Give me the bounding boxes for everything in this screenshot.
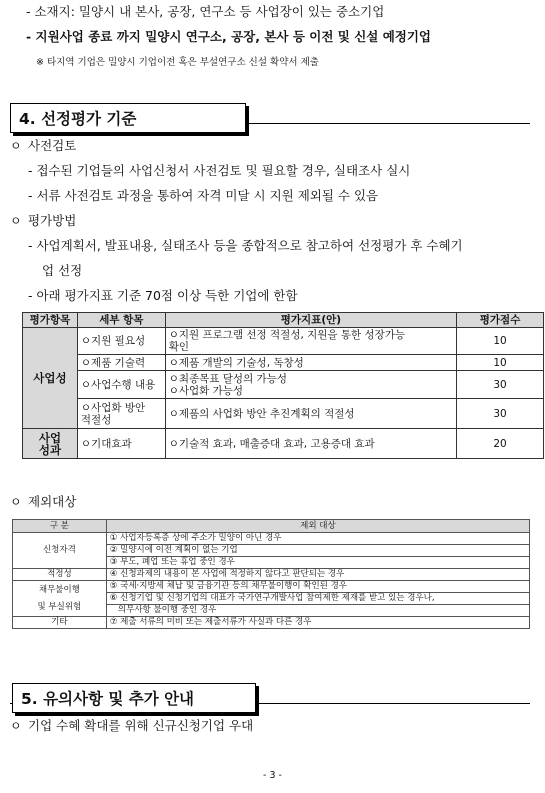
location-requirement: - 소재지: 밀양시 내 본사, 공장, 연구소 등 사업장이 있는 중소기업 — [26, 4, 385, 19]
score: 20 — [457, 429, 544, 459]
section-4-heading: 4. 선정평가 기준 — [10, 103, 246, 133]
relocation-requirement: - 지원사업 종료 까지 밀양시 연구소, 공장, 본사 등 이전 및 신설 예정기업 — [26, 29, 432, 44]
sub-item: ㅇ사업수행 내용 — [77, 371, 165, 399]
indicator: ㅇ기술적 효과, 매출증대 효과, 고용증대 효과 — [165, 429, 456, 459]
indicator: ㅇ제품 개발의 기술성, 독창성 — [165, 355, 456, 371]
sub-item: ㅇ기대효과 — [77, 429, 165, 459]
sub-item: ㅇ사업화 방안 적절성 — [77, 399, 165, 429]
exclusion-item: ① 사업자등록증 상에 주소가 밀양이 아닌 경우 — [106, 533, 529, 545]
header-eval-item: 평가항목 — [23, 313, 78, 328]
indicator: ㅇ지원 프로그램 선정 적절성, 지원을 통한 성장가능 확인 — [165, 328, 456, 355]
table-row — [13, 617, 530, 629]
table-row — [23, 399, 544, 429]
table-row — [13, 581, 530, 593]
score: 10 — [457, 355, 544, 371]
note-other-region: ※ 타지역 기업은 밀양시 기업이전 혹은 부설연구소 신설 확약서 제출 — [36, 57, 319, 68]
exclusion-item: ⑤ 국세·지방세 체납 및 금융기관 등의 채무불이행이 확인된 경우 — [106, 581, 529, 593]
exclusion-item: ② 밀양시에 이전 계획이 없는 기업 — [106, 545, 529, 557]
indicator: ㅇ최종목표 달성의 가능성 ㅇ사업화 가능성 — [165, 371, 456, 399]
category-business: 사업성 — [23, 328, 78, 429]
category-default-risk — [13, 581, 107, 617]
section-5-item: 기업 수혜 확대를 위해 신규신청기업 우대 — [28, 718, 254, 733]
category-effect: 사업 성과 — [23, 429, 78, 459]
method-item: - 사업계획서, 발표내용, 실태조사 등을 종합적으로 참고하여 선정평가 후 수혜기 — [28, 238, 463, 253]
method-title: 평가방법 — [28, 213, 77, 228]
score: 10 — [457, 328, 544, 355]
exclusion-item: 의무사항 불이행 중인 경우 — [106, 605, 529, 617]
indicator: ㅇ제품의 사업화 방안 추진계획의 적절성 — [165, 399, 456, 429]
exclusion-title: 제외대상 — [28, 494, 77, 509]
sub-item: ㅇ제품 기술력 — [77, 355, 165, 371]
bullet-icon: ㅇ — [10, 719, 22, 733]
exclusion-item: ④ 신청과제의 내용이 본 사업에 적정하지 않다고 판단되는 경우 — [106, 569, 529, 581]
score: 30 — [457, 371, 544, 399]
category-default-line2: 및 부실위험 — [37, 601, 82, 612]
method-item: - 아래 평가지표 기준 70점 이상 득한 기업에 한함 — [28, 288, 298, 303]
table-row — [23, 328, 544, 355]
page-number: - 3 - — [263, 770, 282, 781]
bullet-icon: ㅇ — [10, 495, 22, 509]
header-score: 평가점수 — [457, 313, 544, 328]
score: 30 — [457, 399, 544, 429]
section-5-heading: 5. 유의사항 및 추가 안내 — [12, 683, 256, 713]
table-row — [13, 533, 530, 545]
pre-review-item: - 서류 사전검토 과정을 통하여 자격 미달 시 지원 제외될 수 있음 — [28, 188, 379, 203]
exclusion-item: ③ 부도, 폐업 또는 휴업 중인 경우 — [106, 557, 529, 569]
category-default-line1: 채무불이행 — [38, 584, 80, 595]
table-row — [13, 569, 530, 581]
exclusion-item: ⑥ 신청기업 및 신청기업의 대표가 국가연구개발사업 참여제한 제재를 받고 있는 경우나, — [106, 593, 529, 605]
category-etc: 기타 — [13, 617, 107, 629]
table-row — [23, 371, 544, 399]
sub-item: ㅇ지원 필요성 — [77, 328, 165, 355]
bullet-icon: ㅇ — [10, 139, 22, 153]
category-suitability: 적정성 — [13, 569, 107, 581]
category-qualification: 신청자격 — [13, 533, 107, 569]
table-row — [23, 429, 544, 459]
exclusion-table — [12, 519, 530, 629]
header-category: 구 분 — [13, 520, 107, 533]
pre-review-title: 사전검토 — [28, 138, 77, 153]
header-indicator: 평가지표(안) — [165, 313, 456, 328]
header-exclusion: 제외 대상 — [106, 520, 529, 533]
bullet-icon: ㅇ — [10, 214, 22, 228]
pre-review-item: - 접수된 기업들의 사업신청서 사전검토 및 필요할 경우, 실태조사 실시 — [28, 163, 411, 178]
method-item-cont: 업 선정 — [42, 263, 83, 278]
header-sub-item: 세부 항목 — [77, 313, 165, 328]
evaluation-table — [22, 312, 544, 459]
exclusion-item: ⑦ 제출 서류의 미비 또는 제출서류가 사실과 다른 경우 — [106, 617, 529, 629]
table-row — [23, 355, 544, 371]
